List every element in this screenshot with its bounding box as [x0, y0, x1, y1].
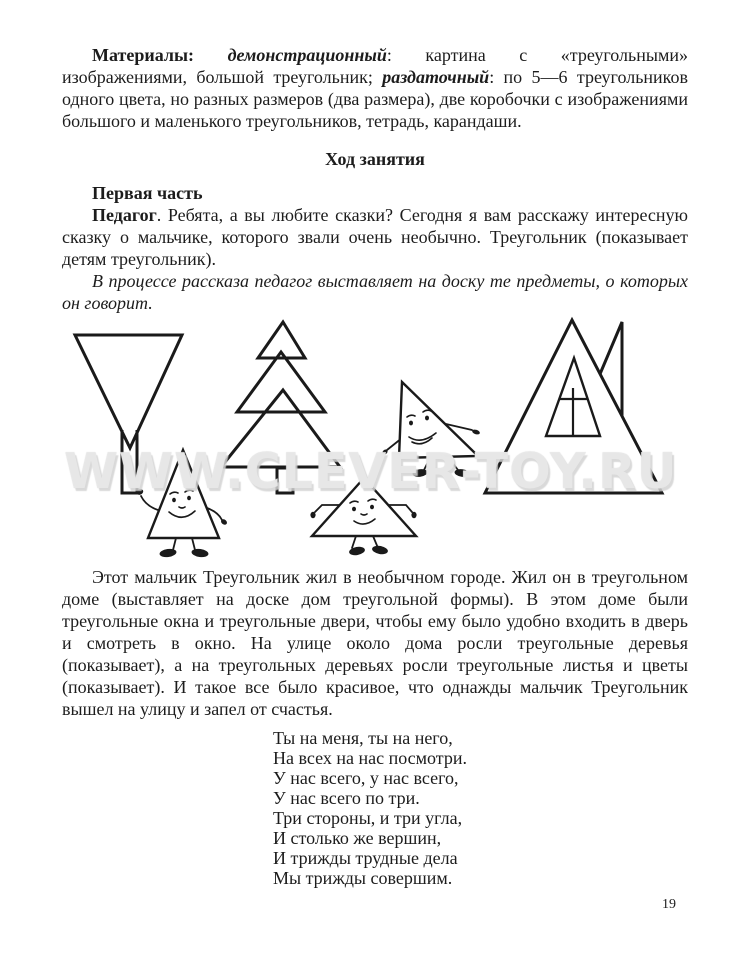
poem-line: И столько же вершин,	[273, 828, 442, 848]
part-title: Первая часть	[92, 183, 203, 203]
page-number: 19	[662, 897, 676, 912]
triangle-illustration	[0, 314, 744, 566]
materials-paragraph	[62, 44, 688, 132]
poem-line: На всех на нас посмотри.	[273, 748, 468, 768]
poem-block	[273, 728, 688, 888]
site-watermark: WWW.CLEVER-TOY.RU	[64, 443, 678, 500]
poem-line: И трижды трудные дела	[273, 848, 458, 868]
stage-direction: В процессе рассказа педагог выставляет на доску те предметы, о которых он говорит.	[62, 271, 688, 313]
materials-term-demo: демонстрационный	[227, 45, 387, 65]
teacher-text: . Ребята, а вы любите сказки? Сегодня я вам расскажу интересную сказку о мальчике, которого звали очень необычно. Треугольник (показывает детям треугольник).	[62, 205, 688, 269]
poem-line: Три стороны, и три угла,	[273, 808, 463, 828]
poem-line: У нас всего по три.	[273, 788, 420, 808]
materials-text-2: : по 5—6 треугольников одного цвета, но разных размеров (два размера), две коробочки с изображениями большого и маленького треугольников, тетрадь, карандаши.	[62, 67, 688, 131]
teacher-label: Педагог	[92, 205, 157, 225]
teacher-paragraph	[62, 204, 688, 270]
section-heading: Ход занятия	[325, 149, 425, 169]
illustration-canvas	[0, 314, 744, 566]
poem-line: Мы трижды совершим.	[273, 868, 453, 888]
poem-line: Ты на меня, ты на него,	[273, 728, 453, 748]
materials-text-1: : картина с «треугольными» изображениями, большой треугольник;	[62, 45, 688, 87]
story-paragraph: Этот мальчик Треугольник жил в необычном городе. Жил он в треугольном доме (выставляет на доске дом треугольной формы). В этом доме были треугольные окна и треугольные двери, чтобы ему было удобно входить в дверь и смотреть в окно. На улице около дома росли треугольные деревья (показывает), а на треугольных деревьях росли треугольные листья и цветы (показывает). И такое все было красивое, что однажды мальчик Треугольник вышел на улицу и запел от счастья.	[62, 567, 688, 719]
poem-line: У нас всего, у нас всего,	[273, 768, 459, 788]
materials-label: Материалы:	[92, 45, 195, 65]
materials-term-handout: раздаточный	[382, 67, 490, 87]
